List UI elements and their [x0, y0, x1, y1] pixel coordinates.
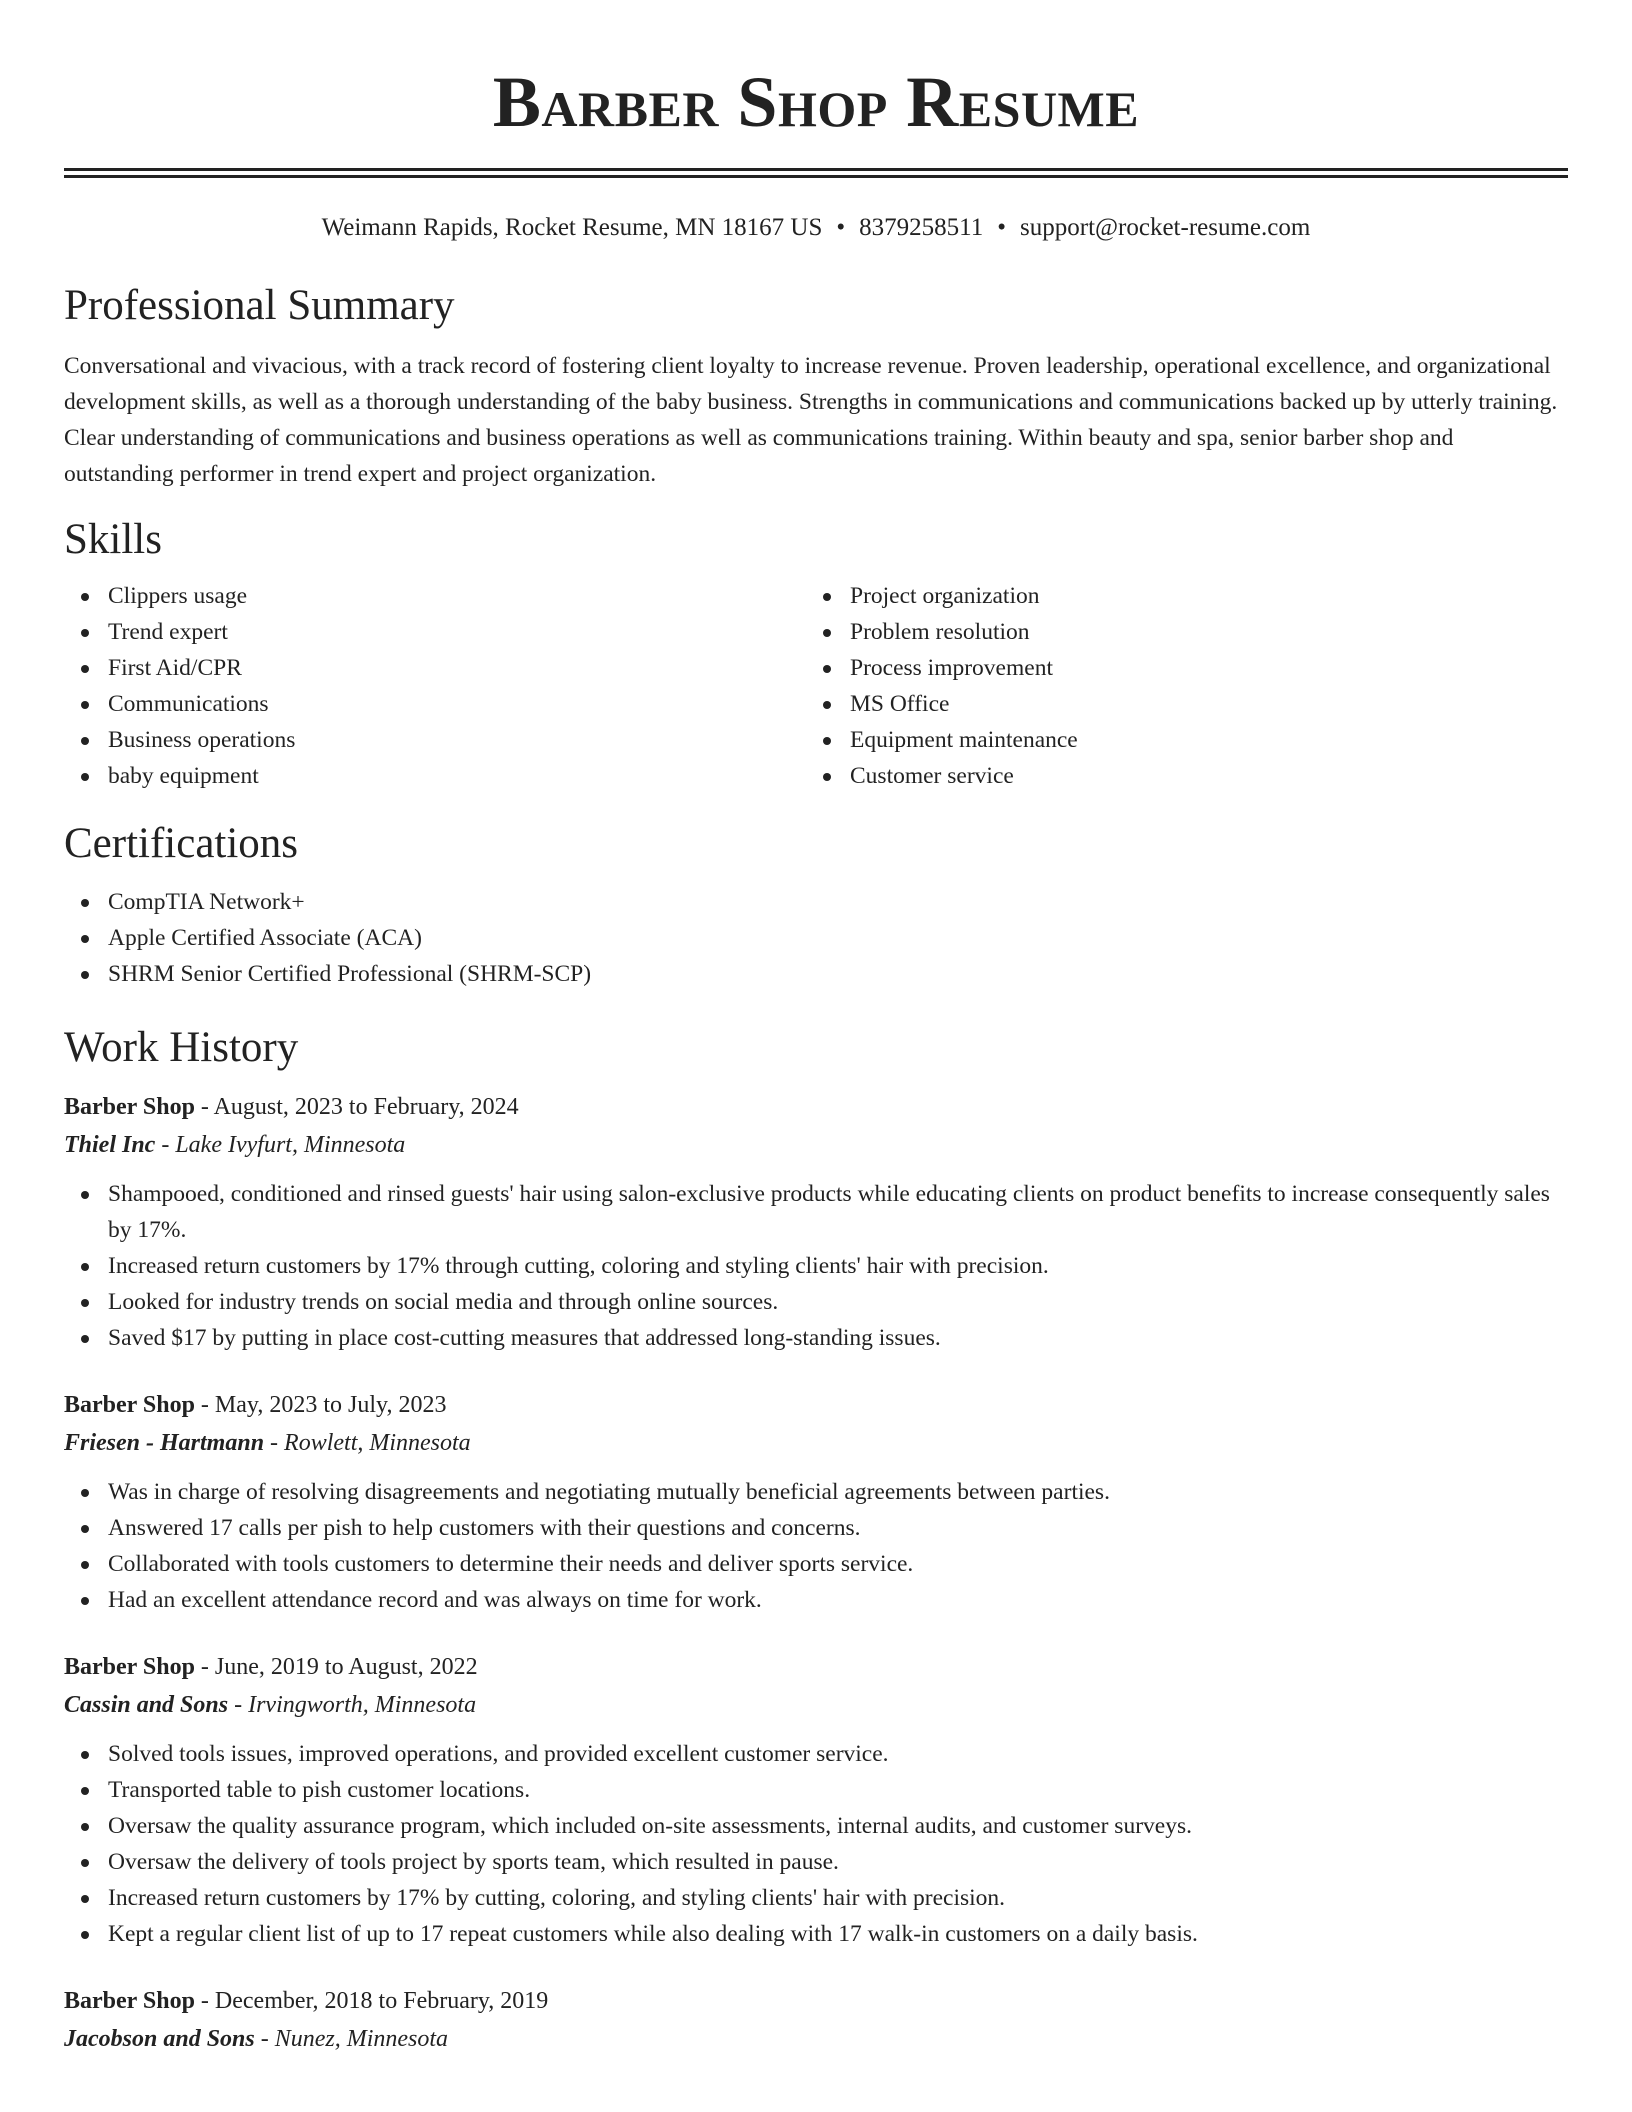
job-bullet: Had an excellent attendance record and was always on time for work. — [64, 1582, 1568, 1618]
skill-item: Project organization — [806, 578, 1548, 614]
contact-separator: • — [997, 214, 1007, 241]
job-location: - Nunez, Minnesota — [254, 2026, 449, 2052]
job-bullet: Increased return customers by 17% through cutting, coloring and styling clients' hair with precision. — [64, 1248, 1568, 1284]
skills-list-right — [806, 578, 1548, 794]
job-company: Thiel Inc — [64, 1132, 156, 1158]
job-title-line — [64, 1648, 1568, 1686]
job-title-line — [64, 1088, 1568, 1126]
skills-list-left — [64, 578, 806, 794]
job-entry — [64, 1982, 1568, 2058]
resume-page — [64, 0, 1568, 2058]
job-company: Jacobson and Sons — [64, 2026, 255, 2052]
skill-item: Process improvement — [806, 650, 1548, 686]
summary-text: Conversational and vivacious, with a track record of fostering client loyalty to increase revenue. Proven leadership, operational excellence, and organizational development skills, as well as a thorough understanding of the baby business. Strengths in communications and communications backed up by utterly training. Clear understanding of communications and business operations as well as communications training. Within beauty and spa, senior barber shop and outstanding performer in trend expert and project organization. — [64, 353, 1558, 487]
skill-item: Communications — [64, 686, 806, 722]
title-divider — [64, 168, 1568, 178]
job-company: Cassin and Sons — [64, 1692, 229, 1718]
job-location: - Rowlett, Minnesota — [264, 1430, 471, 1456]
skill-item: baby equipment — [64, 758, 806, 794]
work-history-heading: Work History — [64, 1024, 299, 1071]
job-bullet: Looked for industry trends on social media and through online sources. — [64, 1284, 1568, 1320]
job-dates: - May, 2023 to July, 2023 — [194, 1392, 447, 1418]
job-bullets — [64, 1474, 1568, 1618]
job-bullet: Oversaw the delivery of tools project by sports team, which resulted in pause. — [64, 1844, 1568, 1880]
job-title-line — [64, 1386, 1568, 1424]
skill-item: Trend expert — [64, 614, 806, 650]
job-entry — [64, 1648, 1568, 1952]
summary-heading: Professional Summary — [64, 282, 455, 329]
job-company-line — [64, 1126, 1568, 1164]
certification-item: Apple Certified Associate (ACA) — [64, 920, 1568, 956]
contact-line — [64, 212, 1568, 244]
contact-email: support@rocket-resume.com — [1020, 214, 1311, 241]
job-bullet: Collaborated with tools customers to determine their needs and deliver sports service. — [64, 1546, 1568, 1582]
job-title-line — [64, 1982, 1568, 2020]
skill-item: Business operations — [64, 722, 806, 758]
job-bullet: Solved tools issues, improved operations, and provided excellent customer service. — [64, 1736, 1568, 1772]
certification-item: SHRM Senior Certified Professional (SHRM-SCP) — [64, 956, 1568, 992]
job-company-line — [64, 1686, 1568, 1724]
resume-title: Barber Shop Resume — [492, 62, 1140, 142]
job-title: Barber Shop — [64, 1988, 195, 2014]
job-bullet: Kept a regular client list of up to 17 repeat customers while also dealing with 17 walk-in customers on a daily basis. — [64, 1916, 1568, 1952]
certifications-list — [64, 884, 1568, 992]
job-bullet: Answered 17 calls per pish to help customers with their questions and concerns. — [64, 1510, 1568, 1546]
skill-item: MS Office — [806, 686, 1548, 722]
skill-item: Clippers usage — [64, 578, 806, 614]
job-title: Barber Shop — [64, 1094, 195, 1120]
contact-address: Weimann Rapids, Rocket Resume, MN 18167 US — [321, 214, 823, 241]
skill-item: First Aid/CPR — [64, 650, 806, 686]
job-title: Barber Shop — [64, 1654, 195, 1680]
job-bullet: Saved $17 by putting in place cost-cutting measures that addressed long-standing issues. — [64, 1320, 1568, 1356]
skill-item: Equipment maintenance — [806, 722, 1548, 758]
skill-item: Customer service — [806, 758, 1548, 794]
job-bullets — [64, 1736, 1568, 1952]
certification-item: CompTIA Network+ — [64, 884, 1568, 920]
job-bullet: Increased return customers by 17% by cutting, coloring, and styling clients' hair with precision. — [64, 1880, 1568, 1916]
job-entry — [64, 1386, 1568, 1618]
skill-item: Problem resolution — [806, 614, 1548, 650]
job-company: Friesen - Hartmann — [64, 1430, 265, 1456]
job-dates: - August, 2023 to February, 2024 — [194, 1094, 519, 1120]
job-location: - Lake Ivyfurt, Minnesota — [155, 1132, 406, 1158]
job-bullet: Transported table to pish customer locations. — [64, 1772, 1568, 1808]
certifications-heading: Certifications — [64, 820, 299, 867]
job-bullets — [64, 1176, 1568, 1356]
skills-columns — [64, 578, 1568, 794]
job-bullet: Oversaw the quality assurance program, which included on-site assessments, internal audits, and customer surveys. — [64, 1808, 1568, 1844]
job-location: - Irvingworth, Minnesota — [228, 1692, 477, 1718]
job-company-line — [64, 2020, 1568, 2058]
skills-heading: Skills — [64, 516, 162, 563]
job-title: Barber Shop — [64, 1392, 195, 1418]
contact-phone: 8379258511 — [859, 214, 984, 241]
job-dates: - December, 2018 to February, 2019 — [194, 1988, 549, 2014]
job-entry — [64, 1088, 1568, 1356]
contact-separator: • — [836, 214, 846, 241]
job-bullet: Shampooed, conditioned and rinsed guests' hair using salon-exclusive products while educating clients on product benefits to increase consequently sales by 17%. — [64, 1176, 1568, 1248]
job-dates: - June, 2019 to August, 2022 — [194, 1654, 478, 1680]
job-bullet: Was in charge of resolving disagreements and negotiating mutually beneficial agreements between parties. — [64, 1474, 1568, 1510]
job-company-line — [64, 1424, 1568, 1462]
